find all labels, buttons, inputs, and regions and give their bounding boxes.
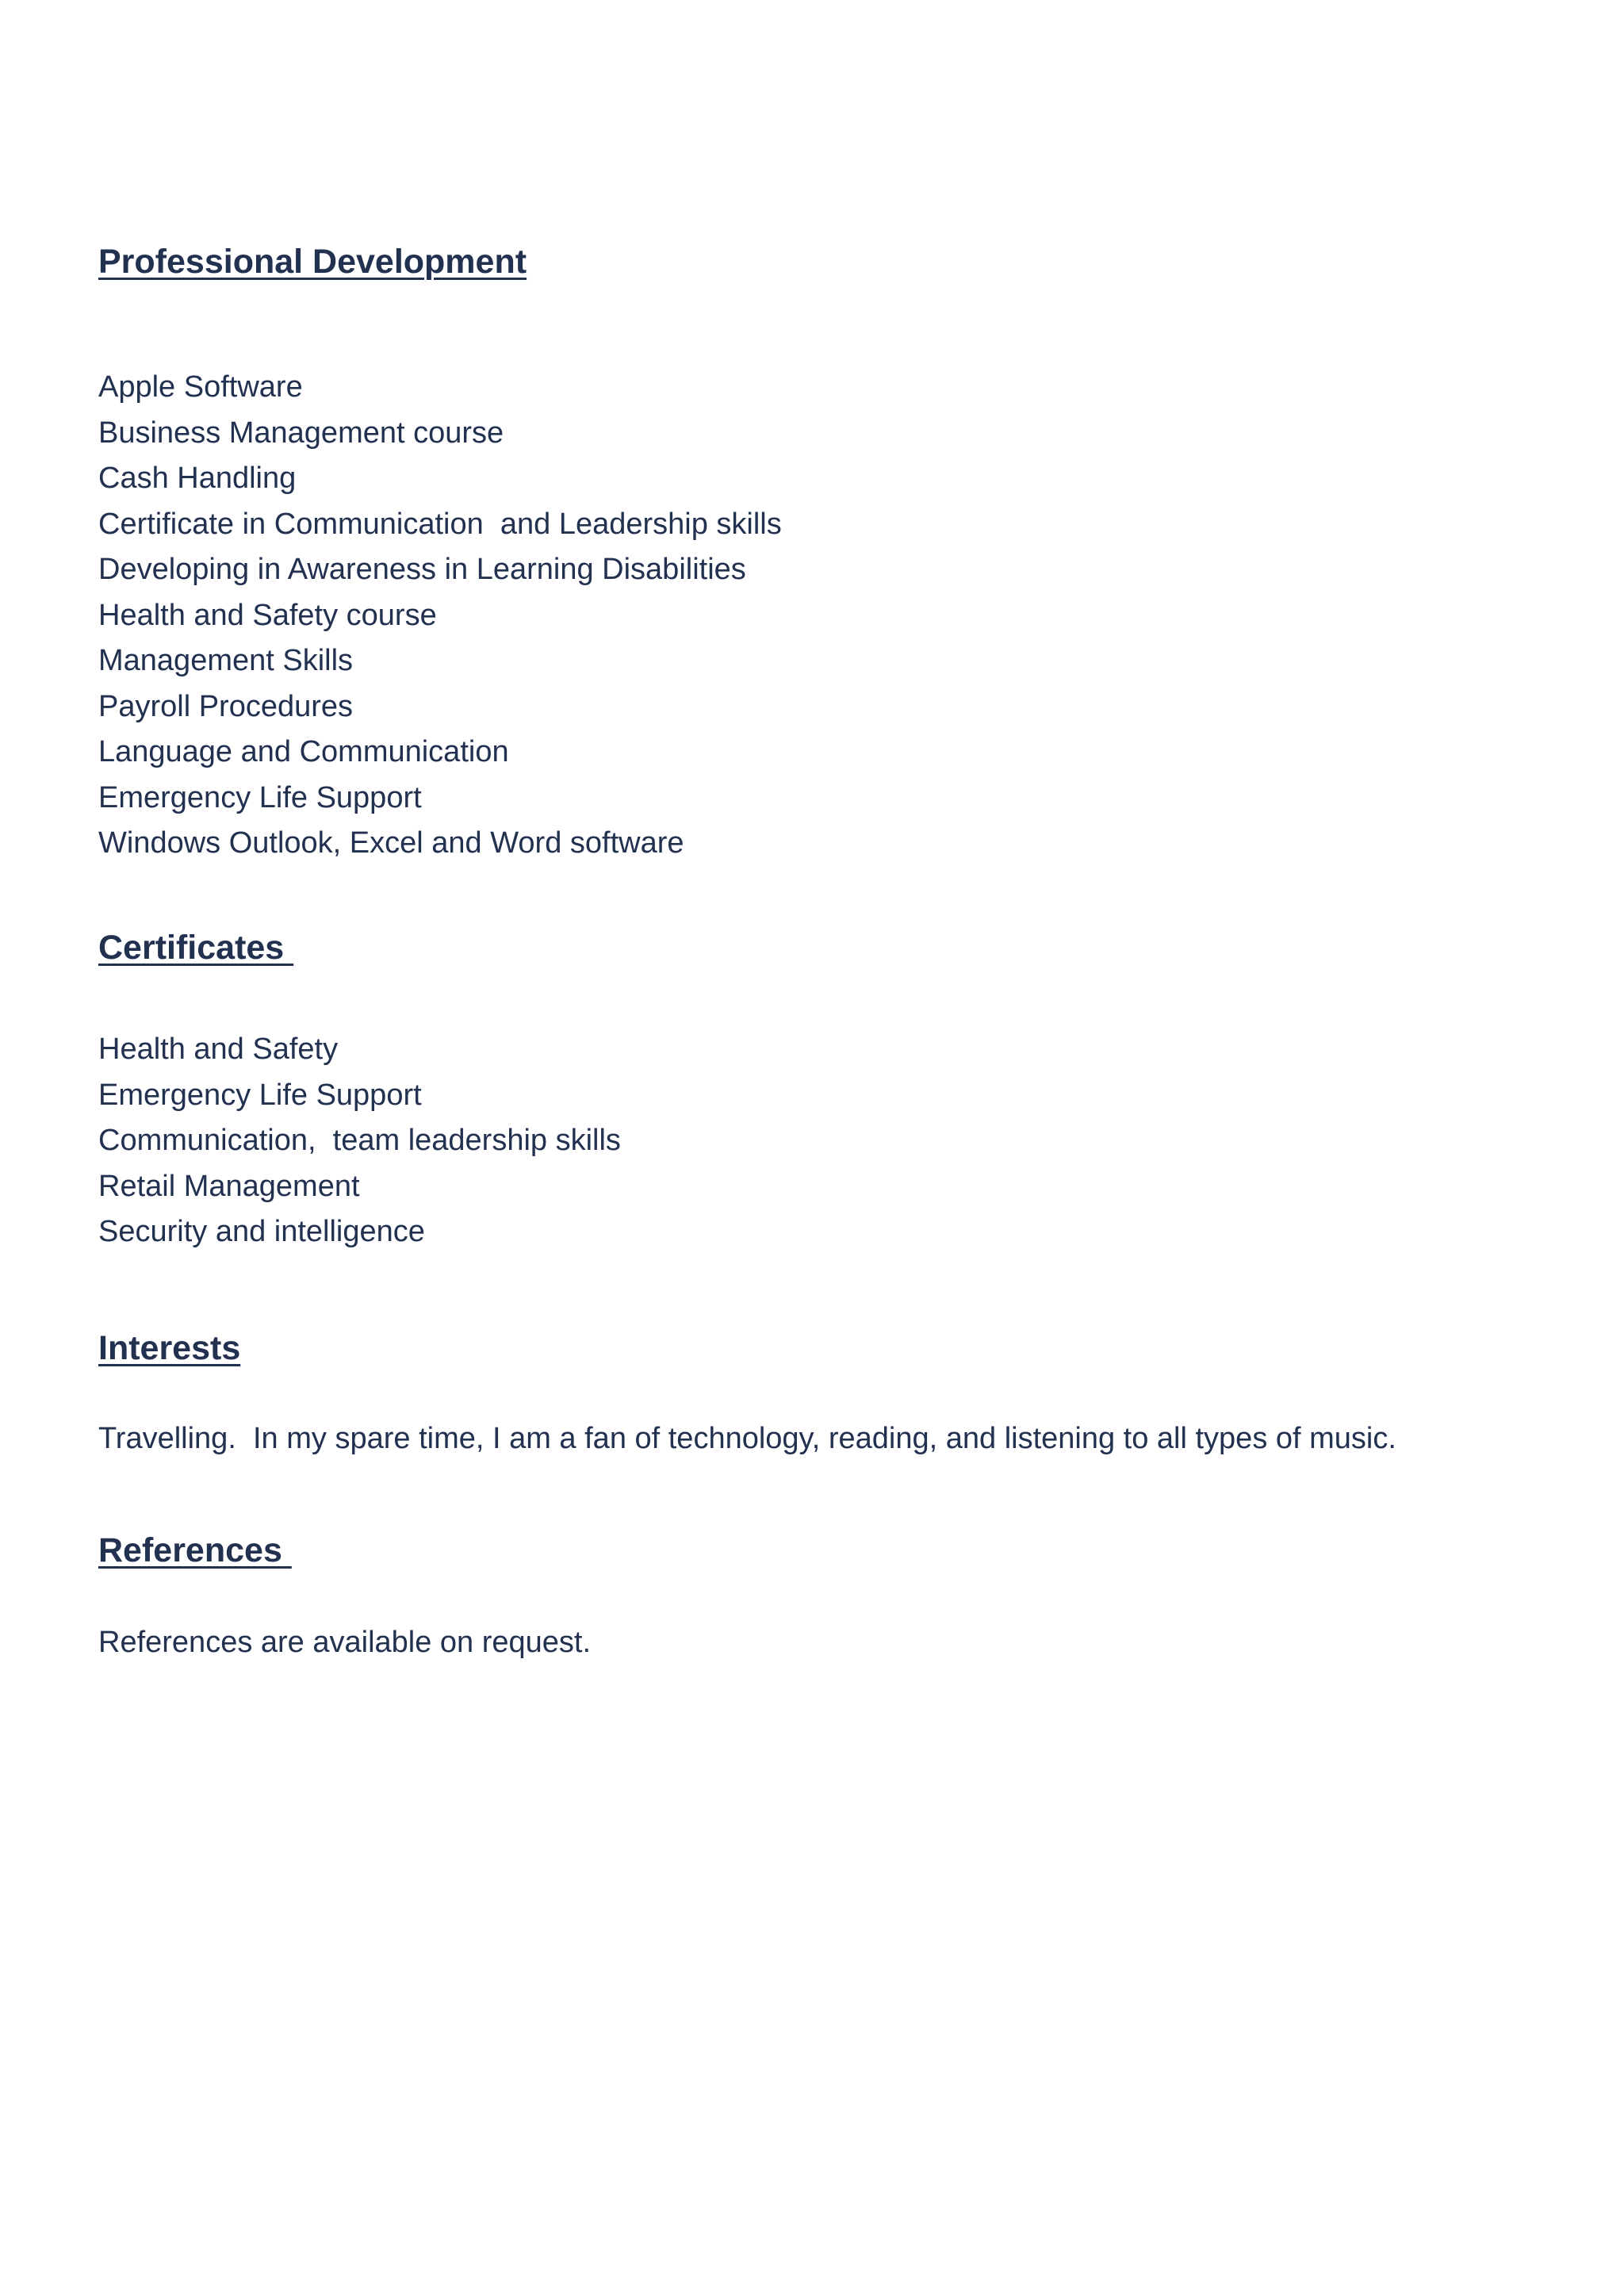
list-item: Health and Safety xyxy=(98,1033,339,1066)
list-item: Developing in Awareness in Learning Disabilities xyxy=(98,553,746,586)
interests-heading: Interests xyxy=(98,1329,241,1367)
list-item: Language and Communication xyxy=(98,735,509,768)
list-item: Payroll Procedures xyxy=(98,689,354,723)
list-item: Communication, team leadership skills xyxy=(98,1124,621,1157)
list-item: Certificate in Communication and Leadership skills xyxy=(98,507,782,541)
interests-section xyxy=(98,1328,240,1370)
interests-text: Travelling. In my spare time, I am a fan of technology, reading, and listening to all types of music. xyxy=(98,1422,1396,1455)
references-text: References are available on request. xyxy=(98,1626,592,1659)
list-item: Security and intelligence xyxy=(98,1215,425,1248)
list-item: Retail Management xyxy=(98,1169,360,1203)
list-item: Management Skills xyxy=(98,644,354,677)
references-section xyxy=(98,1531,292,1572)
professional-development-section xyxy=(98,242,527,283)
certificates-list xyxy=(98,1027,621,1255)
references-heading: References xyxy=(98,1531,292,1569)
list-item: Apple Software xyxy=(98,370,303,404)
list-item: Cash Handling xyxy=(98,462,297,495)
list-item: Emergency Life Support xyxy=(98,1078,422,1112)
list-item: Windows Outlook, Excel and Word software xyxy=(98,826,684,860)
certificates-section xyxy=(98,928,293,969)
list-item: Emergency Life Support xyxy=(98,780,422,814)
professional-development-list xyxy=(98,365,782,867)
professional-development-heading: Professional Development xyxy=(98,243,527,281)
list-item: Business Management course xyxy=(98,416,504,450)
list-item: Health and Safety course xyxy=(98,598,437,632)
certificates-heading: Certificates xyxy=(98,929,294,967)
